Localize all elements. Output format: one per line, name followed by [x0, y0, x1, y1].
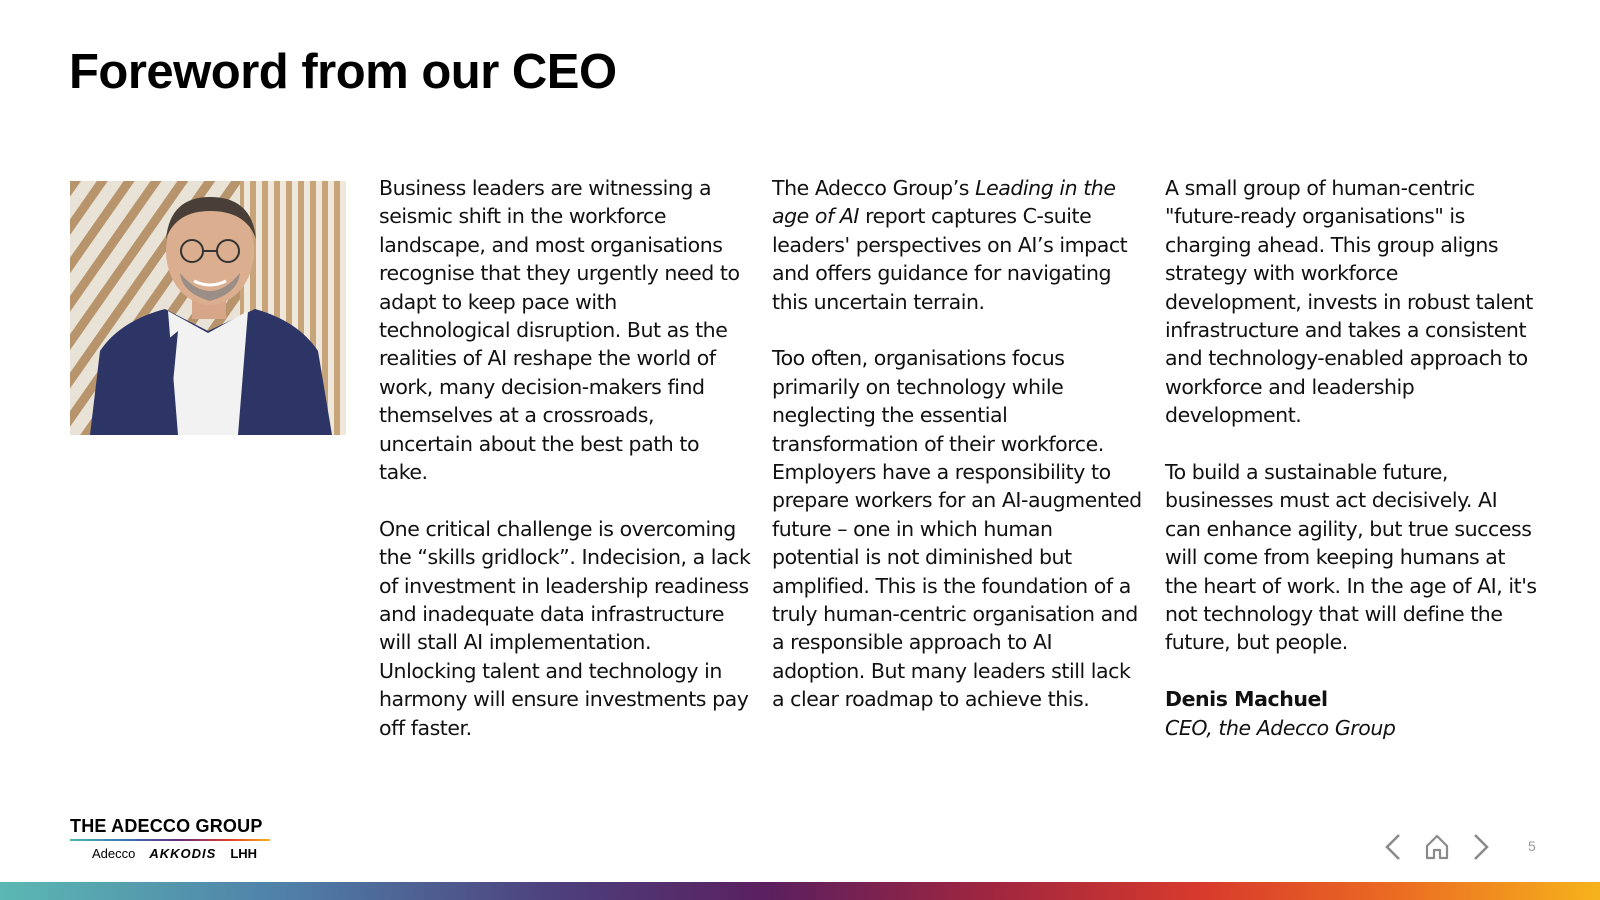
report-title: Leading in the age of AI: [772, 176, 1116, 229]
brand-list: [92, 846, 280, 861]
paragraph: To build a sustainable future, businesses must act decisively. AI can enhance agility, but true success will come from keeping humans at the heart of work. In the age of AI, it's not technology that will define the future, but people.: [1165, 460, 1537, 655]
paragraph: A small group of human-centric "future-ready organisations" is charging ahead. This group aligns strategy with workforce development, invests in robust talent infrastructure and takes a consistent and technology-enabled approach to workforce and leadership development.: [1165, 176, 1533, 428]
chevron-right-icon: [1472, 833, 1490, 861]
ceo-portrait-image: [70, 181, 346, 435]
chevron-left-icon: [1384, 833, 1402, 861]
previous-page-button[interactable]: [1380, 832, 1406, 862]
page-title: Foreword from our CEO: [69, 45, 617, 99]
paragraph-text: report captures C-suite leaders' perspectives on AI’s impact and offers guidance for navigating this uncertain terrain.: [772, 204, 1128, 314]
text-column-2: [772, 174, 1144, 742]
paragraph-text: The Adecco Group’s: [772, 176, 976, 200]
brand-adecco: Adecco: [92, 846, 136, 861]
home-icon: [1425, 834, 1449, 860]
brand-lhh: LHH: [230, 846, 258, 861]
home-button[interactable]: [1424, 832, 1450, 862]
logo-underline: [70, 839, 270, 841]
signature-role: CEO, the Adecco Group: [1165, 715, 1396, 740]
paragraph: Too often, organisations focus primarily on technology while neglecting the essential transformation of their workforce. Employers have a responsibility to prepare workers for an AI-augmented future – one in which human potential is not diminished but amplified. This is the foundation of a truly human-centric organisation and a responsible approach to AI adoption. But many leaders still lack a clear roadmap to achieve this.: [772, 346, 1142, 712]
paragraph: [772, 174, 1144, 316]
next-page-button[interactable]: [1468, 832, 1494, 862]
text-column-3: [1165, 174, 1537, 742]
text-column-1: [379, 174, 751, 771]
brand-akkodis: AKKODIS: [149, 846, 217, 861]
paragraph: One critical challenge is overcoming the “skills gridlock”. Indecision, a lack of investment in leadership readiness and inadequate data infrastructure will stall AI implementation. Unlocking talent and technology in harmony will ensure investments pay off faster.: [379, 516, 751, 740]
signature: [1165, 685, 1537, 742]
brand-gradient-bar: [0, 882, 1600, 900]
logo-wordmark: THE ADECCO GROUP: [70, 816, 263, 836]
paragraph: Business leaders are witnessing a seismic shift in the workforce landscape, and most organisations recognise that they urgently need to adapt to keep pace with technological disruption. But as the realities of AI reshape the world of work, many decision-makers find themselves at a crossroads, uncertain about the best path to take.: [379, 176, 740, 485]
page-number: 5: [1528, 838, 1536, 854]
company-logo: [70, 815, 280, 861]
signature-name: Denis Machuel: [1165, 687, 1328, 712]
page-navigation: [1380, 832, 1494, 862]
